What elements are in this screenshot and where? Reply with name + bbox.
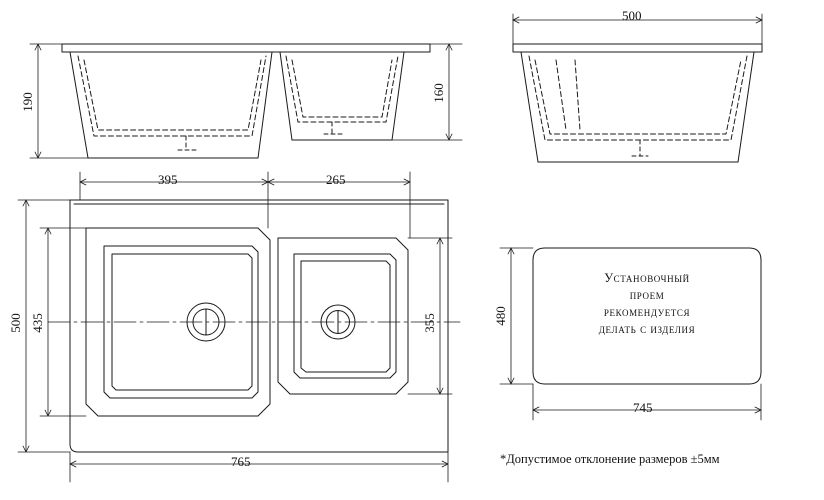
front-section-geometry [62, 44, 430, 158]
dim-765 [70, 452, 448, 482]
dim-label-160: 160 [430, 83, 446, 103]
dim-label-435: 435 [29, 313, 45, 333]
dim-label-355: 355 [421, 313, 437, 333]
dim-label-480: 480 [492, 306, 508, 326]
dim-160 [392, 44, 462, 140]
cutout-note-line-1: Установочный [604, 271, 690, 285]
top-plan-geometry [70, 200, 448, 452]
dim-label-745: 745 [633, 400, 653, 415]
dim-label-265: 265 [326, 172, 346, 187]
cutout-note-line-2: проем [629, 288, 665, 302]
dim-label-395: 395 [158, 172, 178, 187]
cutout-note [542, 270, 752, 338]
dim-500-435 [18, 200, 86, 452]
cutout-note-line-3: рекомендуется [603, 305, 691, 319]
side-section-geometry [513, 44, 762, 162]
dim-label-190: 190 [19, 92, 35, 112]
cutout-note-line-4: делать с изделия [598, 322, 696, 336]
dim-label-765: 765 [231, 454, 251, 469]
dim-label-500-top: 500 [622, 8, 642, 23]
dim-label-500-plan: 500 [7, 313, 23, 333]
tolerance-footnote: *Допустимое отклонение размеров ±5мм [500, 452, 720, 466]
